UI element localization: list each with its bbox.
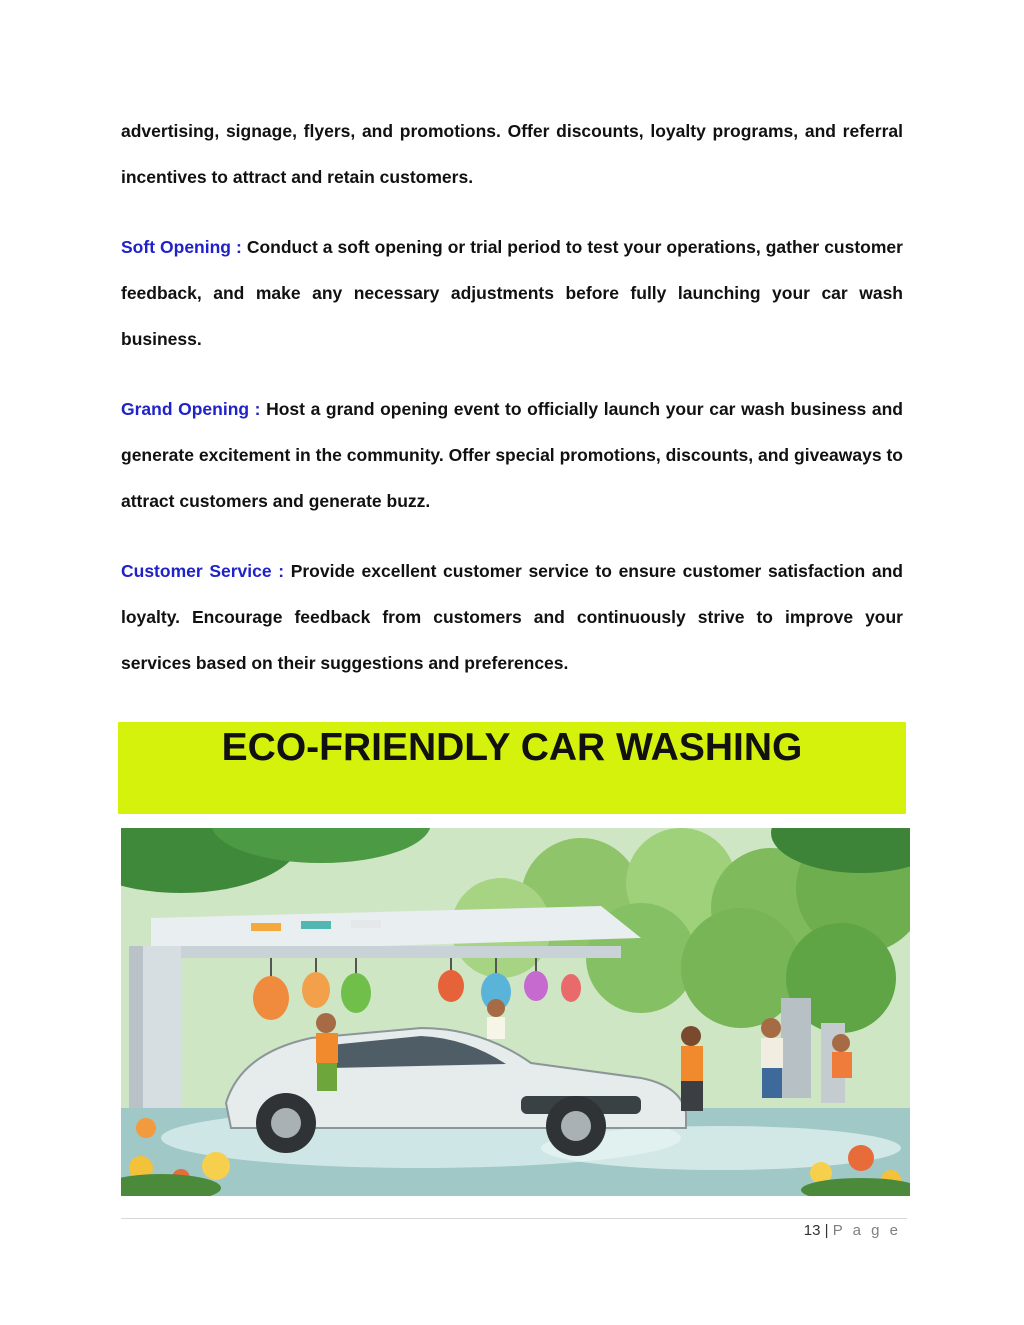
paragraph-text: Provide excellent customer service to ensure customer satisfaction and loyalty. Encourage feedback from customers and continuously strive to improve your services based on their suggestions and preferences. xyxy=(121,561,903,673)
paragraph-grand-opening xyxy=(121,386,903,524)
paragraph-text: Conduct a soft opening or trial period to test your operations, gather customer feedback, and make any necessary adjustments before fully launching your car wash business. xyxy=(121,237,903,349)
section-banner xyxy=(118,722,906,814)
soft-opening-heading: Soft Opening : xyxy=(121,237,247,257)
footer-divider xyxy=(121,1218,907,1219)
paragraph-customer-service xyxy=(121,548,903,686)
page-label: P a g e xyxy=(832,1222,901,1239)
customer-service-heading: Customer Service : xyxy=(121,561,291,581)
page-number: 13 xyxy=(803,1222,821,1239)
section-title: ECO-FRIENDLY CAR WASHING xyxy=(221,726,803,769)
paragraph-soft-opening xyxy=(121,224,903,362)
paragraph-text: advertising, signage, flyers, and promotions. Offer discounts, loyalty programs, and referral incentives to attract and retain customers. xyxy=(121,121,903,187)
paragraph-text: Host a grand opening event to officially launch your car wash business and generate excitement in the community. Offer special promotions, discounts, and giveaways to attract customers and generate buzz. xyxy=(121,399,903,511)
car-wash-illustration xyxy=(121,828,910,1196)
page-footer xyxy=(121,1222,901,1239)
grand-opening-heading: Grand Opening : xyxy=(121,399,267,419)
footer-separator: | xyxy=(824,1222,829,1239)
paragraph-marketing xyxy=(121,108,903,200)
